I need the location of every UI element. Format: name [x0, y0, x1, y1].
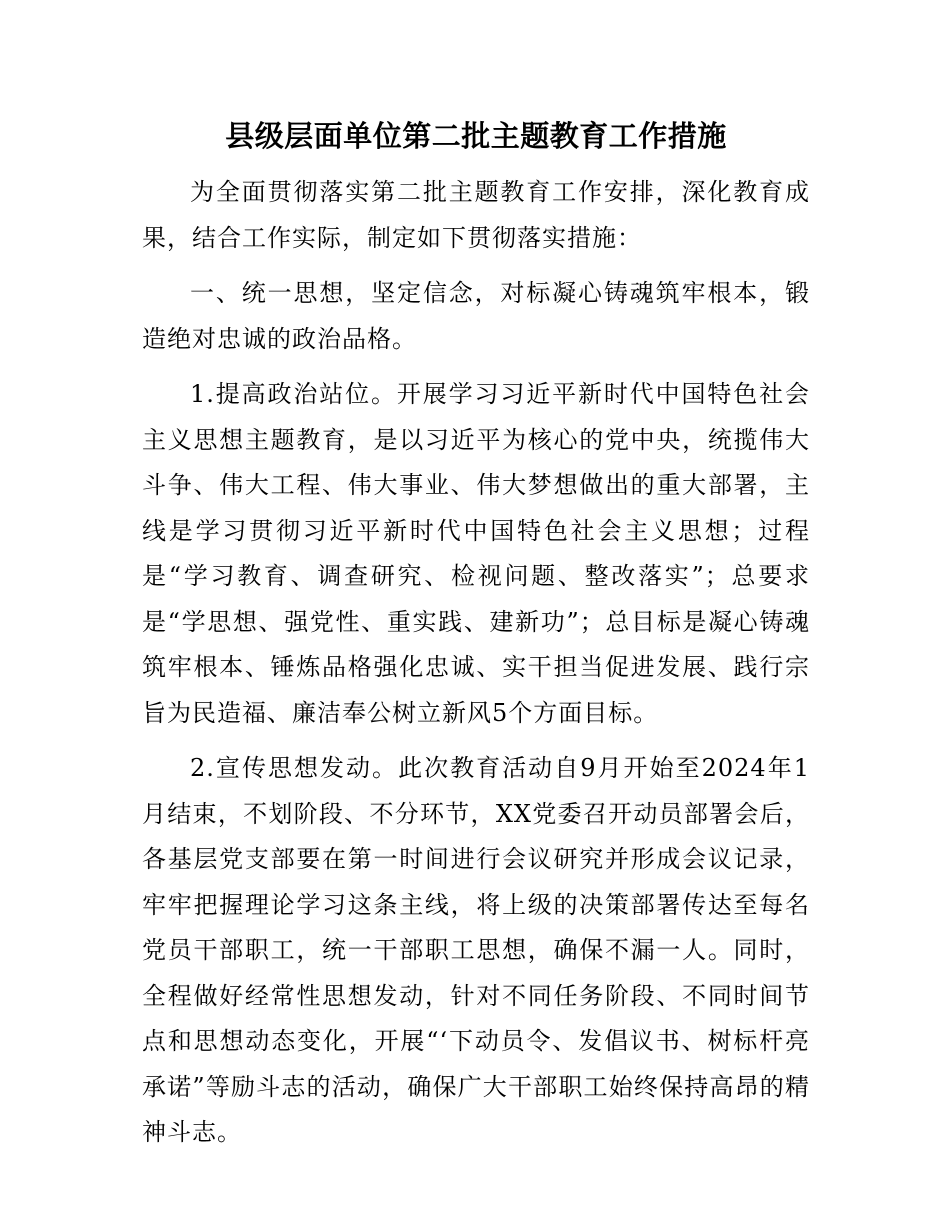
section-heading-1: 一、统一思想，坚定信念，对标凝心铸魂筑牢根本，锻造绝对忠诚的政治品格。	[142, 279, 810, 353]
document-body	[142, 112, 810, 1166]
intro-paragraph: 为全面贯彻落实第二批主题教育工作安排，深化教育成果，结合工作实际，制定如下贯彻落实措施：	[142, 178, 810, 252]
document-title: 县级层面单位第二批主题教育工作措施	[225, 119, 727, 153]
item-1-paragraph: 1.提高政治站位。开展学习习近平新时代中国特色社会主义思想主题教育，是以习近平为核心的党中央，统揽伟大斗争、伟大工程、伟大事业、伟大梦想做出的重大部署，主线是学习贯彻习近平新时代中国特色社会主义思想；过程是“学习教育、调查研究、检视问题、整改落实”；总要求是“学思想、强党性、重实践、建新功”；总目标是凝心铸魂筑牢根本、锤炼品格强化忠诚、实干担当促进发展、践行宗旨为民造福、廉洁奉公树立新风5个方面目标。	[142, 380, 810, 727]
item-2-paragraph: 2.宣传思想发动。此次教育活动自9月开始至2024年1月结束，不划阶段、不分环节，XX党委召开动员部署会后，各基层党支部要在第一时间进行会议研究并形成会议记录，牢牢把握理论学习这条主线，将上级的决策部署传达至每名党员干部职工，统一干部职工思想，确保不漏一人。同时，全程做好经常性思想发动，针对不同任务阶段、不同时间节点和思想动态变化，开展“‘下动员令、发倡议书、树标杆亮承诺”等励斗志的活动，确保广大干部职工始终保持高昂的精神斗志。	[142, 754, 810, 1146]
